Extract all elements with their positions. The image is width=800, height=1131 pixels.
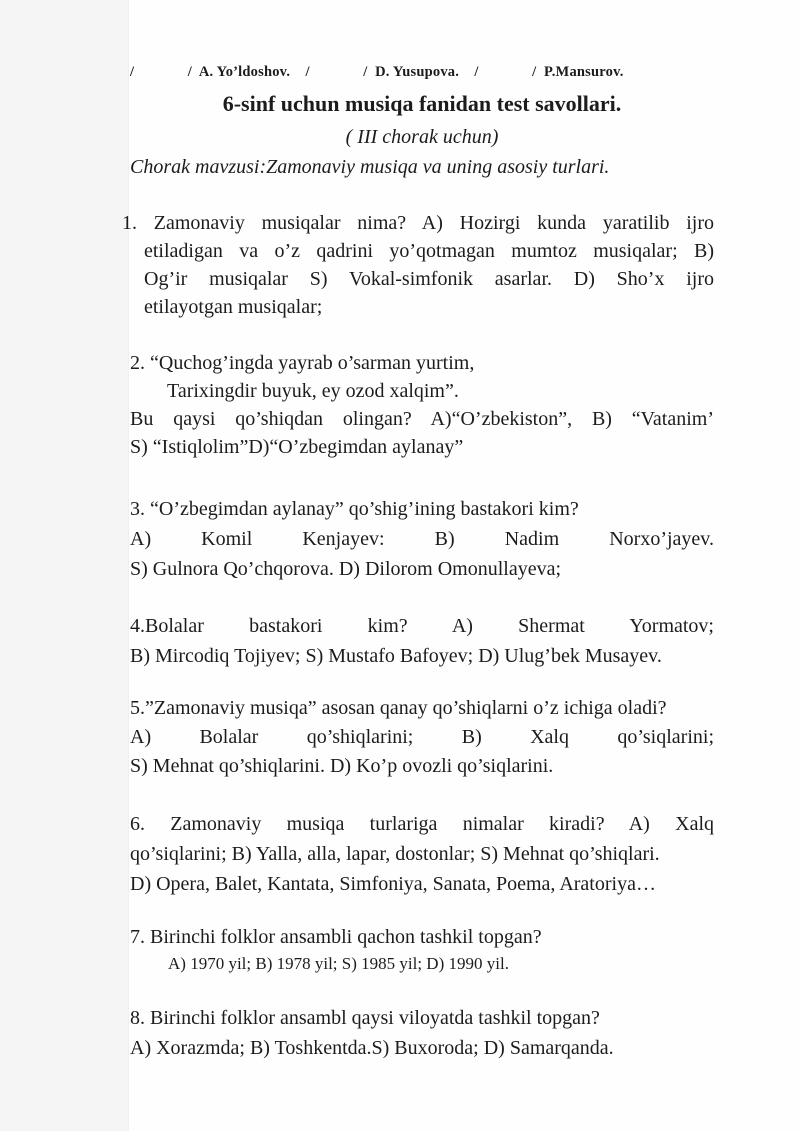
quarter-topic: Chorak mavzusi:Zamonaviy musiqa va uning asosiy turlari. <box>130 156 610 178</box>
question-line: Og’ir musiqalar S) Vokal-simfonik asarlar. D) Sho’x ijro <box>144 268 714 290</box>
question-line: A) Komil Kenjayev: B) Nadim Norxo’jayev. <box>130 528 714 550</box>
question-line: qo’siqlarini; B) Yalla, alla, lapar, dostonlar; S) Mehnat qo’shiqlari. <box>130 843 660 865</box>
question-line: B) Mircodiq Tojiyev; S) Mustafo Bafoyev; D) Ulug’bek Musayev. <box>130 645 662 667</box>
question-line: Tarixingdir buyuk, ey ozod xalqim”. <box>167 380 459 402</box>
question-2 <box>130 349 714 461</box>
question-line: 1. Zamonaviy musiqalar nima? A) Hozirgi kunda yaratilib ijro <box>122 212 714 234</box>
question-line: A) Bolalar qo’shiqlarini; B) Xalq qo’siqlarini; <box>130 726 714 748</box>
question-line: 2. “Quchog’ingda yayrab o’sarman yurtim, <box>130 352 475 374</box>
question-line: 7. Birinchi folklor ansambli qachon tashkil topgan? <box>130 926 542 948</box>
question-line: A) 1970 yil; B) 1978 yil; S) 1985 yil; D) 1990 yil. <box>168 954 509 973</box>
question-line: etiladigan va o’z qadrini yo’qotmagan mumtoz musiqalar; B) <box>144 240 714 262</box>
document-page <box>122 0 714 1063</box>
page-subtitle: ( III chorak uchun) <box>345 126 499 148</box>
question-3 <box>130 494 714 584</box>
question-line: S) Mehnat qo’shiqlarini. D) Ko’p ovozli qo’siqlarini. <box>130 755 554 777</box>
scan-left-margin <box>0 0 129 1131</box>
question-line: D) Opera, Balet, Kantata, Simfoniya, Sanata, Poema, Aratoriya… <box>130 873 656 895</box>
question-line: S) Gulnora Qo’chqorova. D) Dilorom Omonullayeva; <box>130 558 562 580</box>
authors-line: / / A. Yo’ldoshov. / / D. Yusupova. / / P.Mansurov. <box>130 64 624 80</box>
question-1 <box>122 209 714 321</box>
question-6 <box>130 809 714 899</box>
question-4 <box>130 611 714 671</box>
question-line: etilayotgan musiqalar; <box>144 296 323 318</box>
question-line: A) Xorazmda; B) Toshkentda.S) Buxoroda; D) Samarqanda. <box>130 1037 614 1059</box>
question-line: S) “Istiqlolim”D)“O’zbegimdan aylanay” <box>130 436 464 458</box>
page-title: 6-sinf uchun musiqa fanidan test savollari. <box>222 91 622 116</box>
question-line: 6. Zamonaviy musiqa turlariga nimalar kiradi? A) Xalq <box>130 813 714 835</box>
question-line: 5.”Zamonaviy musiqa” asosan qanay qo’shiqlarni o’z ichiga oladi? <box>130 697 667 719</box>
question-8 <box>130 1003 714 1063</box>
question-line: 8. Birinchi folklor ansambl qaysi viloyatda tashkil topgan? <box>130 1007 600 1029</box>
question-5 <box>130 694 714 781</box>
question-7 <box>130 923 714 977</box>
question-line: 3. “O’zbegimdan aylanay” qo’shig’ining bastakori kim? <box>130 498 579 520</box>
question-line: 4.Bolalar bastakori kim? A) Shermat Yormatov; <box>130 615 714 637</box>
question-line: Bu qaysi qo’shiqdan olingan? A)“O’zbekiston”, B) “Vatanim’ <box>130 408 714 430</box>
